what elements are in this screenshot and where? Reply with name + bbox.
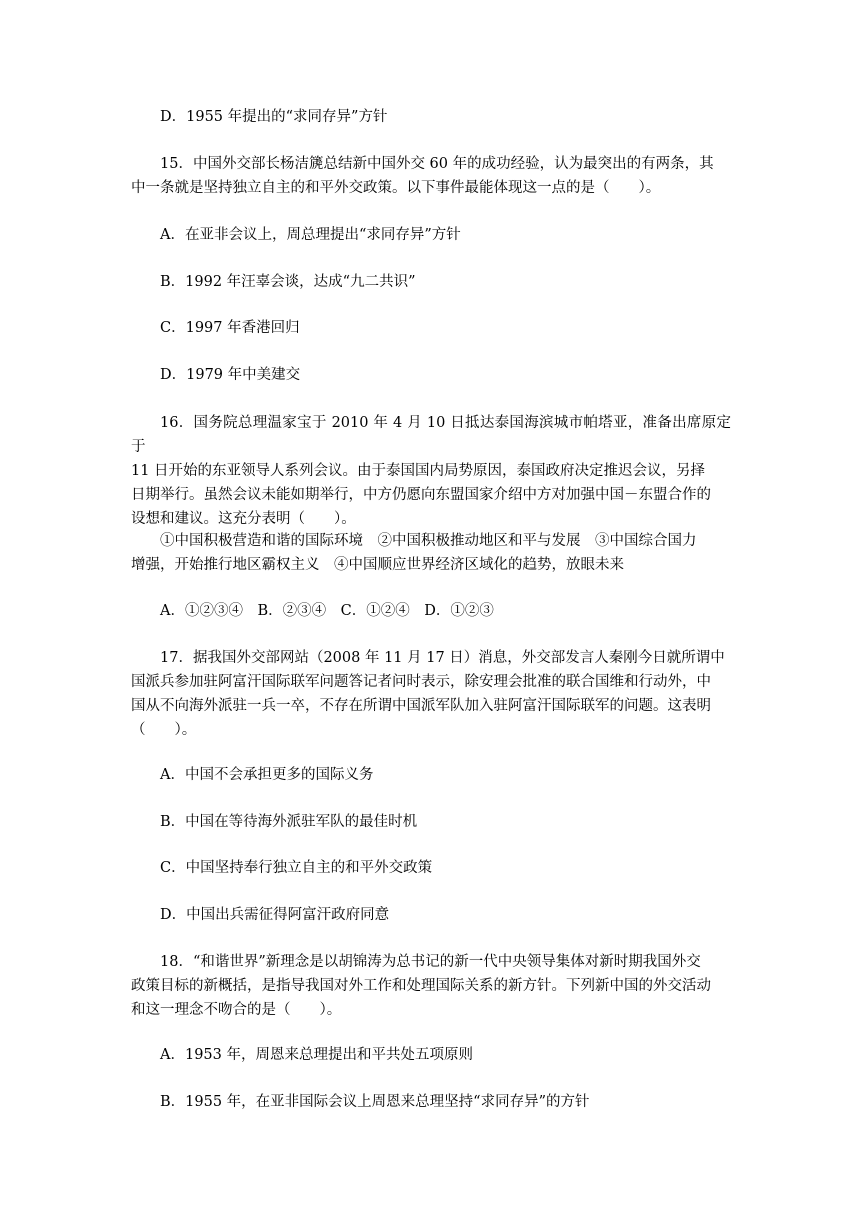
q17-option-b: B．中国在等待海外派驻军队的最佳时机	[160, 814, 418, 830]
question-15-stem	[131, 152, 731, 200]
text-line: 15．中国外交部长杨洁篪总结新中国外交 60 年的成功经验，认为最突出的有两条，其	[160, 156, 714, 172]
q15-option-a: A．在亚非会议上，周总理提出“求同存异”方针	[160, 227, 461, 243]
text-line: 日期举行。虽然会议未能如期举行，中方仍愿向东盟国家介绍中方对加强中国－东盟合作的	[131, 487, 711, 503]
text-line: ①中国积极营造和谐的国际环境 ②中国积极推动地区和平与发展 ③中国综合国力	[160, 533, 697, 549]
q18-option-a: A．1953 年，周恩来总理提出和平共处五项原则	[160, 1047, 473, 1063]
q17-option-a: A．中国不会承担更多的国际义务	[160, 767, 374, 783]
q17-option-c: C．中国坚持奉行独立自主的和平外交政策	[160, 860, 433, 876]
q15-option-b: B．1992 年汪辜会谈，达成“九二共识”	[160, 274, 416, 290]
text-line: 17．据我国外交部网站（2008 年 11 月 17 日）消息，外交部发言人秦刚今日就所谓中	[160, 650, 725, 666]
q18-option-b: B．1955 年，在亚非国际会议上周恩来总理坚持“求同存异”的方针	[160, 1094, 590, 1110]
text-line: 国派兵参加驻阿富汗国际联军问题答记者问时表示，除安理会批准的联合国维和行动外，中	[131, 674, 711, 690]
q15-option-d: D．1979 年中美建交	[160, 367, 301, 383]
text-line: 设想和建议。这充分表明（ ）。	[131, 511, 356, 527]
q15-option-c: C．1997 年香港回归	[160, 320, 300, 336]
text-line: 11 日开始的东亚领导人系列会议。由于泰国国内局势原因，泰国政府决定推迟会议，另择	[131, 463, 706, 479]
text-line: 18．“和谐世界”新理念是以胡锦涛为总书记的新一代中央领导集体对新时期我国外交	[160, 954, 701, 970]
text-line: 16．国务院总理温家宝于 2010 年 4 月 10 日抵达泰国海滨城市帕塔亚，准备出席原定于	[131, 415, 731, 455]
question-18-stem	[131, 950, 731, 1022]
text-line: （ ）。	[131, 722, 197, 738]
q17-option-d: D．中国出兵需征得阿富汗政府同意	[160, 907, 390, 923]
text-line: 政策目标的新概括，是指导我国对外工作和处理国际关系的新方针。下列新中国的外交活动	[131, 978, 711, 994]
text-line: 增强，开始推行地区霸权主义 ④中国顺应世界经济区域化的趋势，放眼未来	[131, 557, 624, 573]
q16-options: A．①②③④ B．②③④ C．①②④ D．①②③	[160, 603, 494, 619]
text-line: 和这一理念不吻合的是（ ）。	[131, 1002, 342, 1018]
text-line: 中一条就是坚持独立自主的和平外交政策。以下事件最能体现这一点的是（ ）。	[131, 180, 661, 196]
question-17-stem	[131, 646, 731, 742]
q14-option-d: D．1955 年提出的“求同存异”方针	[160, 109, 388, 125]
question-16-stem	[131, 411, 731, 531]
question-16-statements	[131, 529, 731, 577]
text-line: 国从不向海外派驻一兵一卒，不存在所谓中国派军队加入驻阿富汗国际联军的问题。这表明	[131, 698, 711, 714]
